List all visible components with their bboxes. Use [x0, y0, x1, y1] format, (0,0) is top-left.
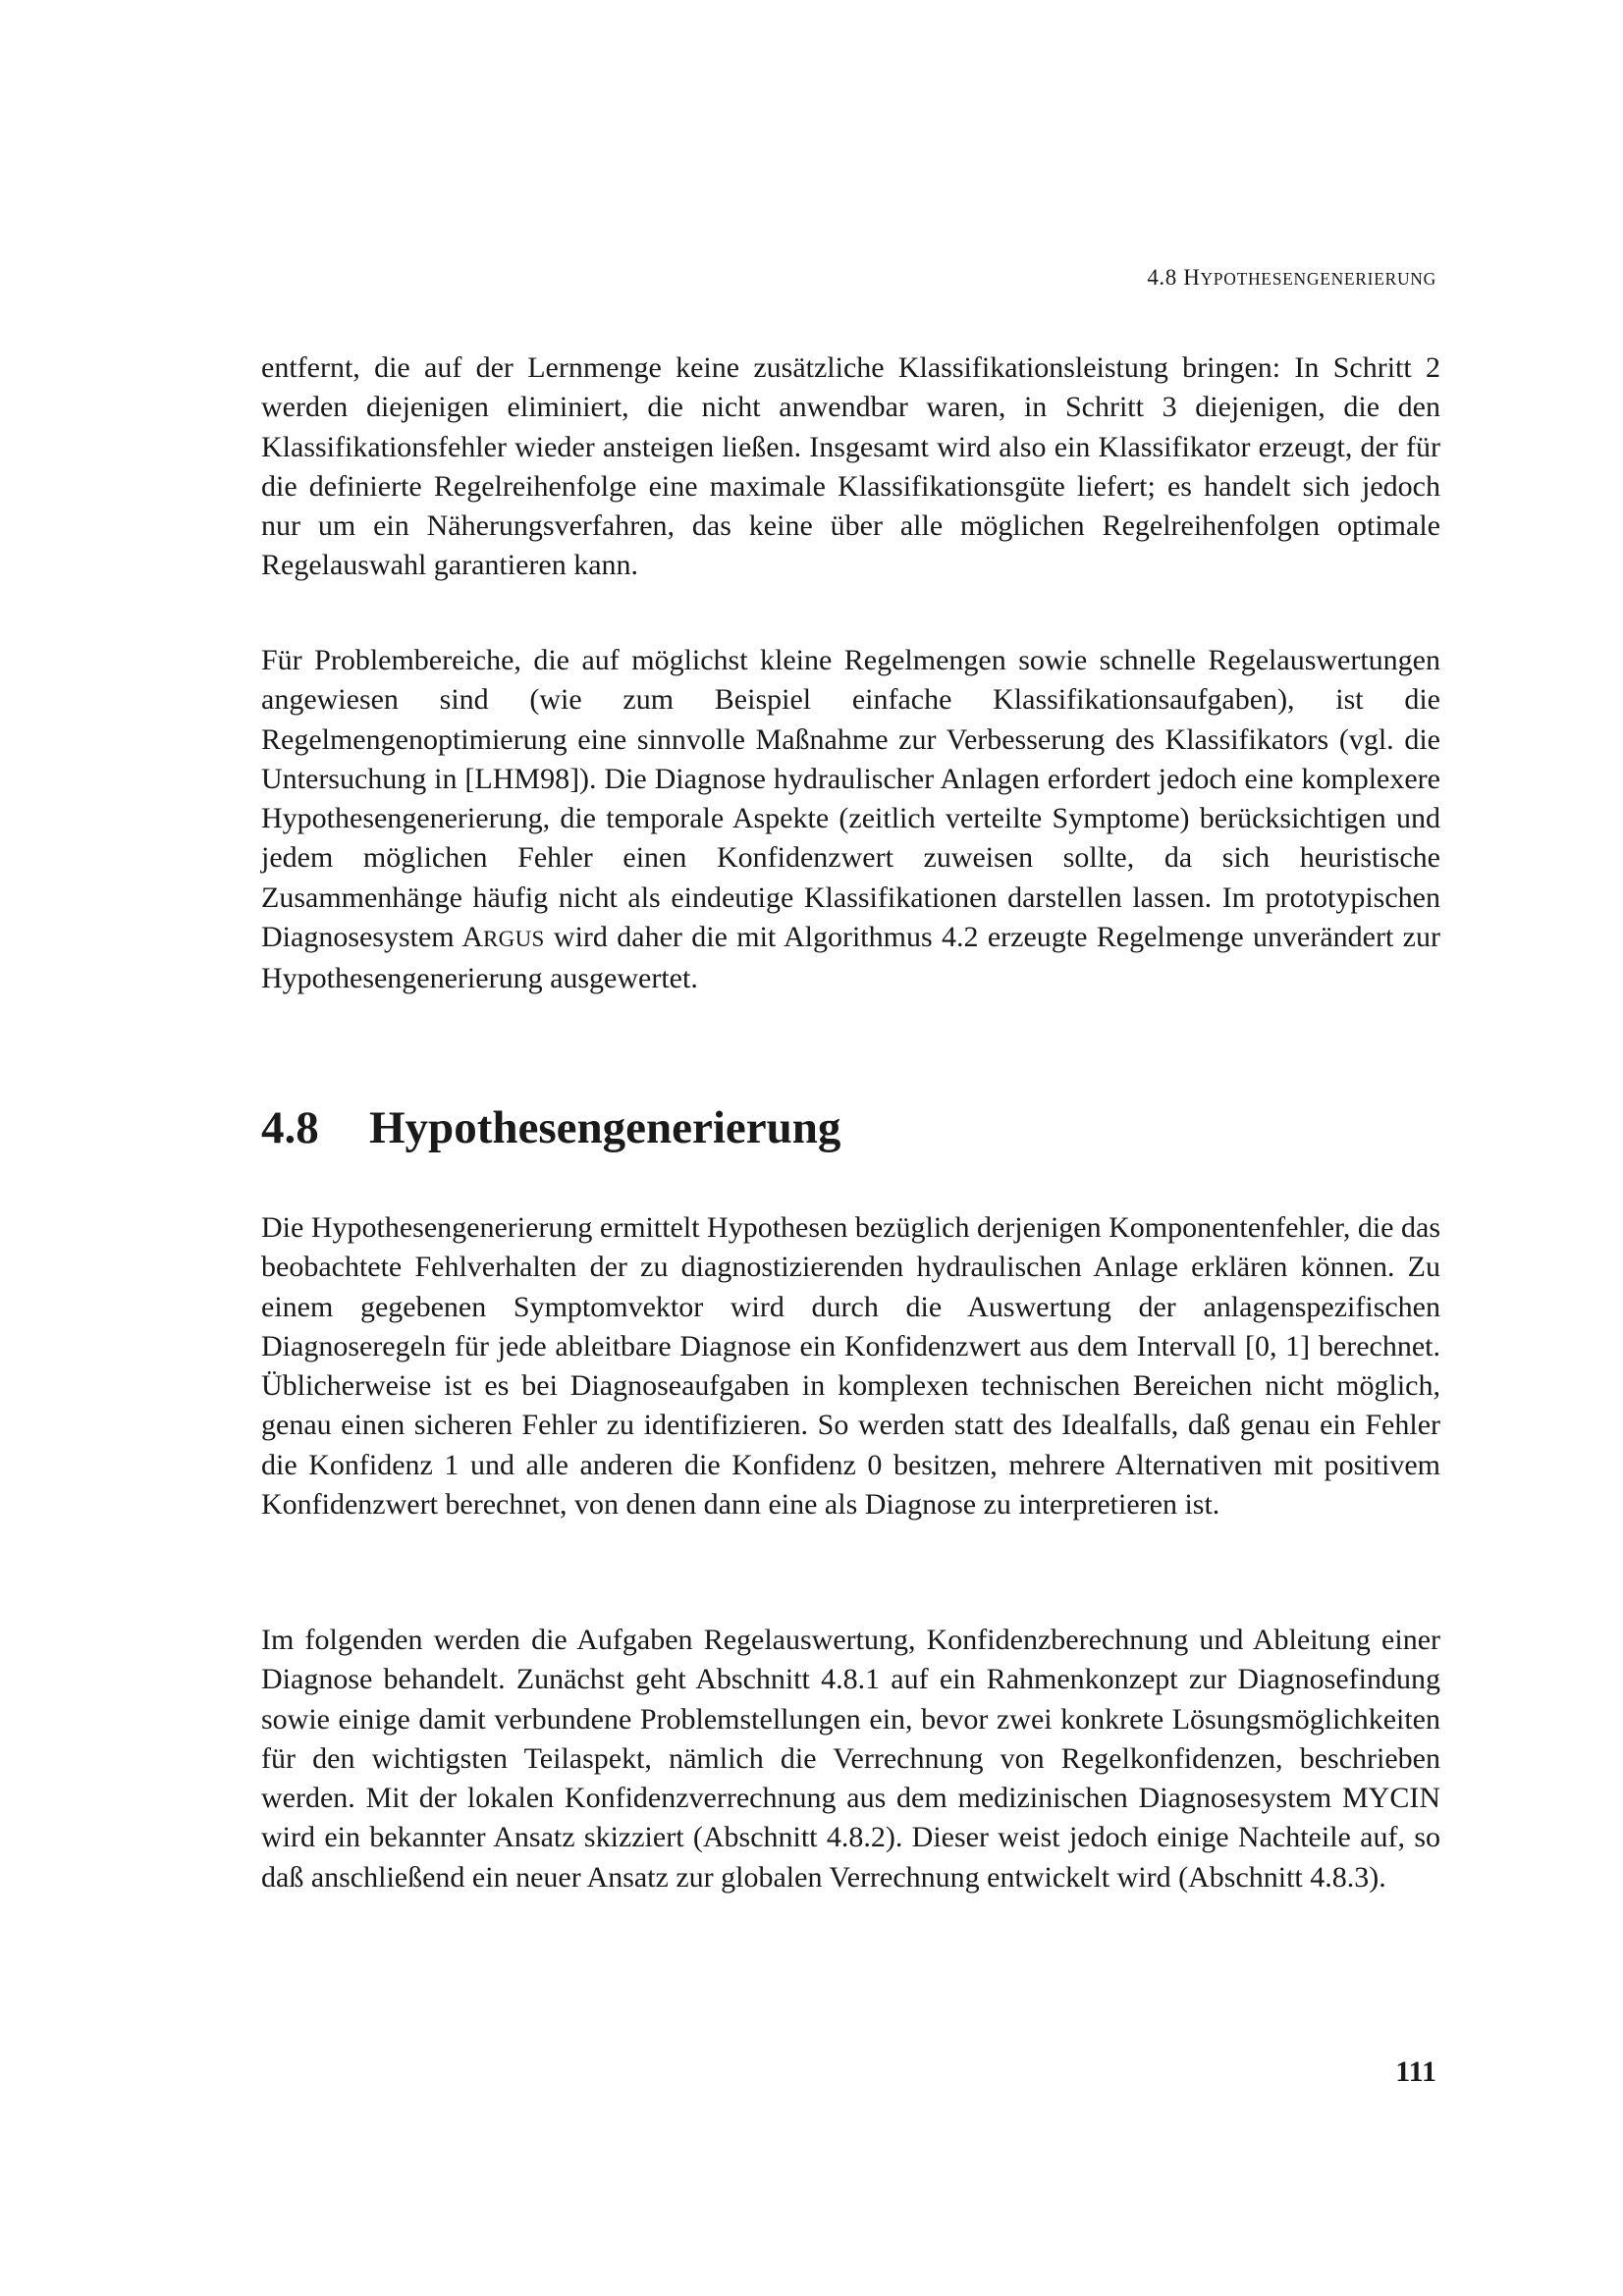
- paragraph-text: entfernt, die auf der Lernmenge keine zusätzliche Klassifikationsleistung bringen: In Schritt 2 werden diejenigen eliminiert, die nicht anwendbar waren, in Schritt 3 diejenigen, die den Klassifikationsfehler wieder ansteigen ließen. Insgesamt wird also ein Klassifikator erzeugt, der für die definierte Regelreihenfolge eine maximale Klassifikationsgüte liefert; es handelt sich jedoch nur um ein Näherungsverfahren, das keine über alle möglichen Regelreihenfolgen optimale Regelauswahl garantieren kann.: [261, 351, 1440, 582]
- paragraph-hypothesis-generation: [261, 1208, 1440, 1524]
- paragraph-text-after: wird daher die mit Algorithmus 4.2 erzeugte Regelmenge unverändert zur Hypothesengenerierung ausgewertet.: [261, 921, 1440, 995]
- section-heading: [261, 1101, 840, 1154]
- section-title: Hypothesengenerierung: [369, 1102, 841, 1153]
- running-header-title: YPOTHESENGENERIERUNG: [1200, 269, 1436, 289]
- running-header-initial: H: [1183, 265, 1201, 290]
- paragraph-rule-optimization: [261, 641, 1440, 999]
- paragraph-text: Für Problembereiche, die auf möglichst kleine Regelmengen sowie schnelle Regelauswertungen angewiesen sind (wie zum Beispiel einfache Klassifikationsaufgaben), ist die Regelmengenoptimierung eine sinnvolle Maßnahme zur Verbesserung des Klassifikators (vgl. die Untersuchung in [LHM98]). Die Diagnose hydraulischer Anlagen erfordert jedoch eine komplexere Hypothesengenerierung, die temporale Aspekte (zeitlich verteilte Symptome) berücksichtigen und jedem möglichen Fehler einen Konfidenzwert zuweisen sollte, da sich heuristische Zusammenhänge häufig nicht als eindeutige Klassifikationen darstellen lassen. Im prototypischen Diagnosesystem: [261, 644, 1440, 954]
- paragraph-overview: [261, 1621, 1440, 1897]
- paragraph-text: Die Hypothesengenerierung ermittelt Hypothesen bezüglich derjenigen Komponentenfehler, die das beobachtete Fehlverhalten der zu diagnostizierenden hydraulischen Anlage erklären können. Zu einem gegebenen Symptomvektor wird durch die Auswertung der anlagenspezifischen Diagnoseregeln für jede ableitbare Diagnose ein Konfidenzwert aus dem Intervall [0, 1] berechnet. Üblicherweise ist es bei Diagnoseaufgaben in komplexen technischen Bereichen nicht möglich, genau einen sicheren Fehler zu identifizieren. So werden statt des Idealfalls, daß genau ein Fehler die Konfidenz 1 und alle anderen die Konfidenz 0 besitzen, mehrere Alternativen mit positivem Konfidenzwert berechnet, von denen dann eine als Diagnose zu interpretieren ist.: [261, 1211, 1440, 1522]
- system-name-initial: A: [461, 921, 484, 954]
- paragraph-continuation: [261, 348, 1440, 586]
- page-number: 111: [1395, 2056, 1436, 2088]
- running-header: [1147, 265, 1436, 291]
- paragraph-text: Im folgenden werden die Aufgaben Regelauswertung, Konfidenzberechnung und Ableitung einer Diagnose behandelt. Zunächst geht Abschnitt 4.8.1 auf ein Rahmenkonzept zur Diagnosefindung sowie einige damit verbundene Problemstellungen ein, bevor zwei konkrete Lösungsmöglichkeiten für den wichtigsten Teilaspekt, nämlich die Verrechnung von Regelkonfidenzen, beschrieben werden. Mit der lokalen Konfidenzverrechnung aus dem medizinischen Diagnosesystem MYCIN wird ein bekannter Ansatz skizziert (Abschnitt 4.8.2). Dieser weist jedoch einige Nachteile auf, so daß anschließend ein neuer Ansatz zur globalen Verrechnung entwickelt wird (Abschnitt 4.8.3).: [261, 1624, 1440, 1894]
- section-number: 4.8: [261, 1102, 319, 1153]
- system-name-rest: RGUS: [483, 927, 545, 952]
- running-header-number: 4.8: [1147, 265, 1177, 290]
